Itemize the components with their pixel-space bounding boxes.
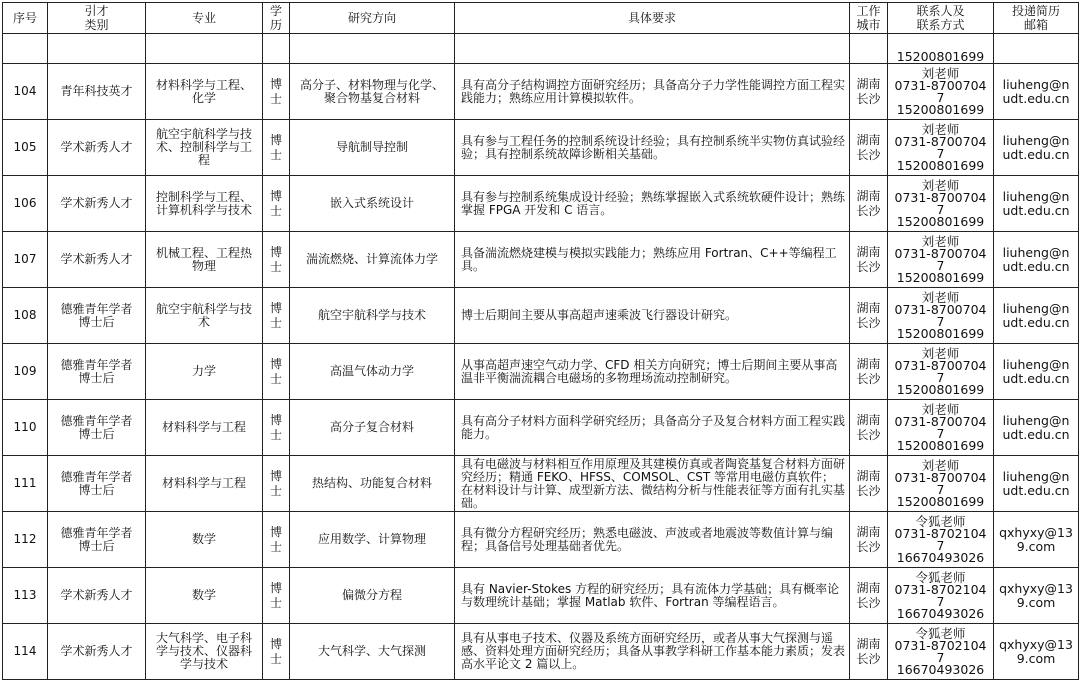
cell-email[interactable]: liuheng@n udt.edu.cn — [994, 232, 1079, 288]
header-category: 引才 类别 — [48, 3, 146, 34]
cell-contact: 刘老师 0731-8700704 7 15200801699 — [888, 176, 994, 232]
cell-requirements: 具有参与控制系统集成设计经验；熟练掌握嵌入式系统软硬件设计；熟练掌握 FPGA 开发和 C 语言。 — [455, 176, 850, 232]
cell-degree: 博 士 — [263, 400, 290, 456]
cell-major: 材料科学与工程 — [146, 400, 263, 456]
cell-degree: 博 士 — [263, 120, 290, 176]
cell-major — [146, 34, 263, 64]
cell-city: 湖南 长沙 — [850, 120, 888, 176]
cell-direction: 高温气体动力学 — [290, 344, 455, 400]
cell-contact: 刘老师 0731-8700704 7 15200801699 — [888, 64, 994, 120]
cell-email[interactable]: qxhyxy@13 9.com — [994, 568, 1079, 624]
cell-email[interactable]: liuheng@n udt.edu.cn — [994, 176, 1079, 232]
header-city: 工作 城市 — [850, 3, 888, 34]
cell-degree: 博 士 — [263, 64, 290, 120]
cell-seq: 110 — [3, 400, 48, 456]
cell-degree: 博 士 — [263, 512, 290, 568]
cell-degree: 博 士 — [263, 568, 290, 624]
cell-city: 湖南 长沙 — [850, 176, 888, 232]
cell-major: 航空宇航科学与技 术、控制科学与工 程 — [146, 120, 263, 176]
cell-email[interactable]: liuheng@n udt.edu.cn — [994, 64, 1079, 120]
cell-major: 航空宇航科学与技 术 — [146, 288, 263, 344]
cell-seq: 111 — [3, 456, 48, 512]
cell-category: 学术新秀人才 — [48, 624, 146, 680]
cell-city: 湖南 长沙 — [850, 456, 888, 512]
cell-major: 数学 — [146, 512, 263, 568]
cell-seq: 105 — [3, 120, 48, 176]
header-contact: 联系人及 联系方式 — [888, 3, 994, 34]
header-seq: 序号 — [3, 3, 48, 34]
cell-major: 数学 — [146, 568, 263, 624]
cell-direction: 高分子复合材料 — [290, 400, 455, 456]
table-row — [3, 344, 1079, 400]
cell-city: 湖南 长沙 — [850, 512, 888, 568]
cell-seq: 107 — [3, 232, 48, 288]
cell-requirements: 博士后期间主要从事高超声速乘波飞行器设计研究。 — [455, 288, 850, 344]
table-row — [3, 568, 1079, 624]
cell-contact: 令狐老师 0731-8702104 7 16670493026 — [888, 624, 994, 680]
cell-city: 湖南 长沙 — [850, 344, 888, 400]
cell-requirements: 具有高分子材料方面科学研究经历；具备高分子及复合材料方面工程实践能力。 — [455, 400, 850, 456]
cell-contact: 刘老师 0731-8700704 7 15200801699 — [888, 288, 994, 344]
cell-requirements: 具有从事电子技术、仪器及系统方面研究经历，或者从事大气探测与遥感、资料处理方面研究经历；具备从事教学科研工作基本能力素质；发表高水平论文 2 篇以上。 — [455, 624, 850, 680]
cell-degree: 博 士 — [263, 344, 290, 400]
cell-email[interactable]: liuheng@n udt.edu.cn — [994, 400, 1079, 456]
header-email: 投递简历 邮箱 — [994, 3, 1079, 34]
cell-email[interactable]: liuheng@n udt.edu.cn — [994, 288, 1079, 344]
table-row — [3, 400, 1079, 456]
cell-city: 湖南 长沙 — [850, 64, 888, 120]
cell-category: 德雅青年学者 博士后 — [48, 512, 146, 568]
cell-major: 控制科学与工程、 计算机科学与技术 — [146, 176, 263, 232]
cell-requirements: 具备湍流燃烧建模与模拟实践能力；熟练应用 Fortran、C++等编程工具。 — [455, 232, 850, 288]
recruitment-table — [2, 2, 1079, 680]
table-row — [3, 624, 1079, 680]
cell-degree: 博 士 — [263, 456, 290, 512]
cell-email — [994, 34, 1079, 64]
cell-city: 湖南 长沙 — [850, 624, 888, 680]
header-major: 专业 — [146, 3, 263, 34]
cell-direction: 导航制导控制 — [290, 120, 455, 176]
cell-city — [850, 34, 888, 64]
cell-requirements: 具有电磁波与材料相互作用原理及其建模仿真或者陶瓷基复合材料方面研究经历；精通 FEKO、HFSS、COMSOL、CST 等常用电磁仿真软件；在材料设计与计算、成型新方法、微结构分析与性能表征等方面有扎实基础。 — [455, 456, 850, 512]
header-row — [3, 3, 1079, 34]
cell-direction: 嵌入式系统设计 — [290, 176, 455, 232]
cell-category: 德雅青年学者 博士后 — [48, 288, 146, 344]
cell-direction: 大气科学、大气探测 — [290, 624, 455, 680]
cell-major: 力学 — [146, 344, 263, 400]
cell-category — [48, 34, 146, 64]
header-direction: 研究方向 — [290, 3, 455, 34]
cell-category: 德雅青年学者 博士后 — [48, 400, 146, 456]
cell-email[interactable]: qxhyxy@13 9.com — [994, 512, 1079, 568]
cell-contact: 令狐老师 0731-8702104 7 16670493026 — [888, 512, 994, 568]
cell-degree: 博 士 — [263, 232, 290, 288]
cell-direction: 偏微分方程 — [290, 568, 455, 624]
cell-contact: 刘老师 0731-8700704 7 15200801699 — [888, 344, 994, 400]
cell-seq: 106 — [3, 176, 48, 232]
cell-major: 材料科学与工程、 化学 — [146, 64, 263, 120]
cell-degree — [263, 34, 290, 64]
cell-contact: 15200801699 — [888, 34, 994, 64]
cell-seq: 108 — [3, 288, 48, 344]
table-row — [3, 456, 1079, 512]
table-row — [3, 176, 1079, 232]
cell-requirements: 具有高分子结构调控方面研究经历；具备高分子力学性能调控方面工程实践能力；熟练应用计算模拟软件。 — [455, 64, 850, 120]
header-degree: 学 历 — [263, 3, 290, 34]
cell-category: 学术新秀人才 — [48, 568, 146, 624]
cell-requirements: 具有参与工程任务的控制系统设计经验；具有控制系统半实物仿真试验经验；具有控制系统故障诊断相关基础。 — [455, 120, 850, 176]
cell-requirements — [455, 34, 850, 64]
cell-category: 学术新秀人才 — [48, 176, 146, 232]
cell-seq: 104 — [3, 64, 48, 120]
table-row-partial — [3, 34, 1079, 64]
cell-direction: 热结构、功能复合材料 — [290, 456, 455, 512]
cell-seq: 112 — [3, 512, 48, 568]
cell-seq: 109 — [3, 344, 48, 400]
header-requirements: 具体要求 — [455, 3, 850, 34]
table-row — [3, 64, 1079, 120]
cell-direction: 高分子、材料物理与化学、 聚合物基复合材料 — [290, 64, 455, 120]
cell-degree: 博 士 — [263, 176, 290, 232]
cell-direction: 湍流燃烧、计算流体力学 — [290, 232, 455, 288]
cell-contact: 刘老师 0731-8700704 7 15200801699 — [888, 232, 994, 288]
cell-contact: 刘老师 0731-8700704 7 15200801699 — [888, 400, 994, 456]
cell-major: 材料科学与工程 — [146, 456, 263, 512]
cell-direction — [290, 34, 455, 64]
cell-email[interactable]: liuheng@n udt.edu.cn — [994, 120, 1079, 176]
table-row — [3, 512, 1079, 568]
cell-major: 大气科学、电子科 学与技术、仪器科 学与技术 — [146, 624, 263, 680]
cell-seq — [3, 34, 48, 64]
cell-city: 湖南 长沙 — [850, 288, 888, 344]
cell-degree: 博 士 — [263, 624, 290, 680]
cell-direction: 应用数学、计算物理 — [290, 512, 455, 568]
cell-email[interactable]: liuheng@n udt.edu.cn — [994, 456, 1079, 512]
cell-category: 学术新秀人才 — [48, 120, 146, 176]
table-row — [3, 120, 1079, 176]
cell-requirements: 从事高超声速空气动力学、CFD 相关方向研究；博士后期间主要从事高温非平衡湍流耦合电磁场的多物理场流动控制研究。 — [455, 344, 850, 400]
cell-contact: 刘老师 0731-8700704 7 15200801699 — [888, 120, 994, 176]
cell-contact: 令狐老师 0731-8702104 7 16670493026 — [888, 568, 994, 624]
cell-city: 湖南 长沙 — [850, 568, 888, 624]
cell-city: 湖南 长沙 — [850, 400, 888, 456]
cell-category: 德雅青年学者 博士后 — [48, 456, 146, 512]
cell-requirements: 具有 Navier-Stokes 方程的研究经历；具有流体力学基础；具有概率论与数理统计基础；掌握 Matlab 软件、Fortran 等编程语言。 — [455, 568, 850, 624]
cell-direction: 航空宇航科学与技术 — [290, 288, 455, 344]
cell-category: 青年科技英才 — [48, 64, 146, 120]
cell-city: 湖南 长沙 — [850, 232, 888, 288]
cell-contact: 刘老师 0731-8700704 7 15200801699 — [888, 456, 994, 512]
cell-seq: 114 — [3, 624, 48, 680]
cell-email[interactable]: liuheng@n udt.edu.cn — [994, 344, 1079, 400]
cell-major: 机械工程、工程热 物理 — [146, 232, 263, 288]
cell-category: 学术新秀人才 — [48, 232, 146, 288]
cell-email[interactable]: qxhyxy@13 9.com — [994, 624, 1079, 680]
cell-requirements: 具有微分方程研究经历；熟悉电磁波、声波或者地震波等数值计算与编程；具备信号处理基础者优先。 — [455, 512, 850, 568]
cell-degree: 博 士 — [263, 288, 290, 344]
table-row — [3, 232, 1079, 288]
cell-category: 德雅青年学者 博士后 — [48, 344, 146, 400]
cell-seq: 113 — [3, 568, 48, 624]
table-row — [3, 288, 1079, 344]
